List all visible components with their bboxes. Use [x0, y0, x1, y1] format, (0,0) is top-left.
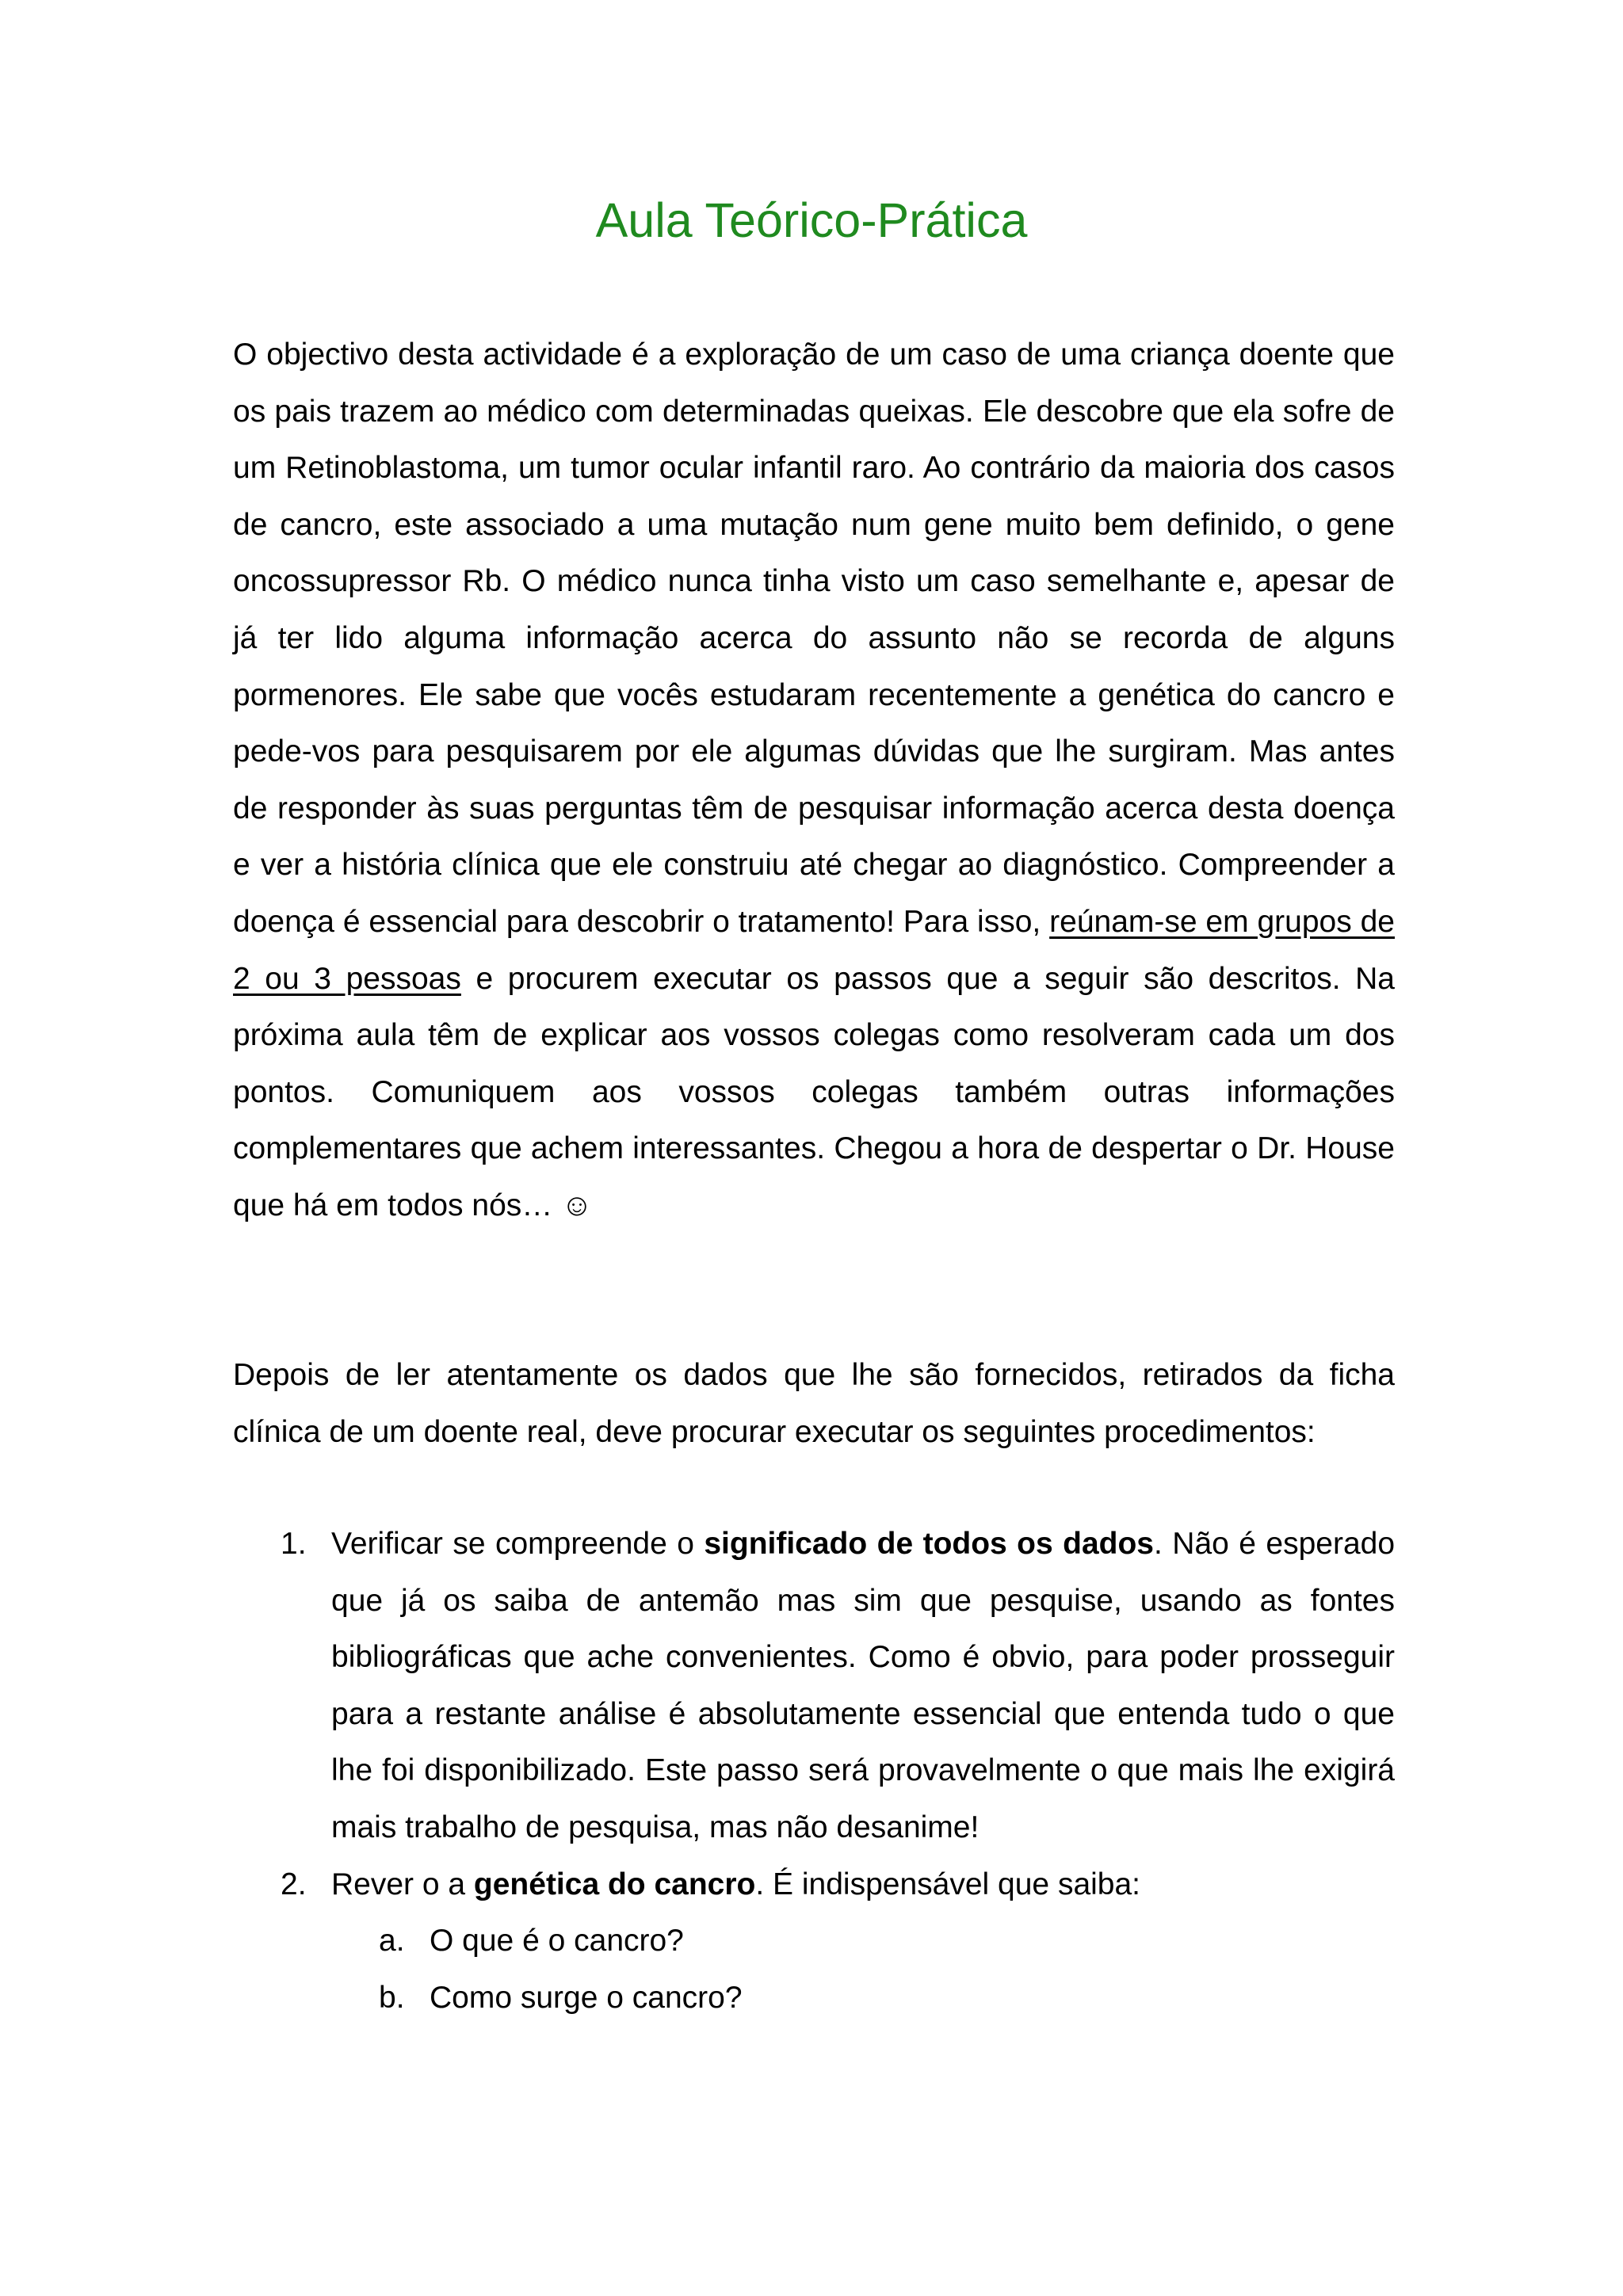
sub-question-letter: b.	[379, 1980, 405, 2015]
step-number: 1.	[281, 1527, 307, 1561]
step-bold-text: genética do cancro	[473, 1867, 756, 1901]
step-bold-text: significado de todos os dados	[704, 1527, 1154, 1561]
instructions-paragraph: Depois de ler atentamente os dados que lhe são fornecidos, retirados da ficha clínica de um doente real, deve procurar executar os seguintes procedimentos:	[233, 1358, 1395, 1449]
intro-text-end: e procurem executar os passos que a seguir são descritos. Na próxima aula têm de explicar aos vossos colegas como resolveram cada um dos pontos. Comuniquem aos vossos colegas também outras informações complementares que achem interessantes. Chegou a hora de despertar o Dr. House que há em todos nós… ☺	[233, 961, 1395, 1222]
intro-text-start: O objectivo desta actividade é a exploração de um caso de uma criança doente que os pais trazem ao médico com determinadas queixas. Ele descobre que ela sofre de um Retinoblastoma, um tumor ocular infantil raro. Ao contrário da maioria dos casos de cancro, este associado a uma mutação num gene muito bem definido, o gene oncossupressor Rb. O médico nunca tinha visto um caso semelhante e, apesar de já ter lido alguma informação acerca do assunto não se recorda de alguns pormenores. Ele sabe que vocês estudaram recentemente a genética do cancro e pede-vos para pesquisarem por ele algumas dúvidas que lhe surgiram. Mas antes de responder às suas perguntas têm de pesquisar informação acerca desta doença e ver a história clínica que ele construiu até chegar ao diagnóstico. Compreender a doença é essencial para descobrir o tratamento! Para isso,	[233, 338, 1395, 939]
intro-paragraph	[233, 326, 1395, 1234]
sub-question-list	[331, 1913, 1395, 2026]
list-item	[233, 1516, 1395, 1856]
list-item	[331, 1970, 1395, 2027]
step-text-end: . Não é esperado que já os saiba de antemão mas sim que pesquise, usando as fontes bibliográficas que ache convenientes. Como é obvio, para poder prosseguir para a restante análise é absolutamente essencial que entenda tudo o que lhe foi disponibilizado. Este passo será provavelmente o que mais lhe exigirá mais trabalho de pesquisa, mas não desanime!	[331, 1527, 1396, 1844]
sub-question-text: Como surge o cancro?	[430, 1980, 743, 2015]
step-text-end: . É indispensável que saiba:	[755, 1867, 1141, 1901]
sub-question-letter: a.	[379, 1924, 405, 1958]
group-instruction-underlined: reúnam-se em grupos de 2 ou 3 pessoas	[233, 904, 1395, 996]
step-number: 2.	[281, 1867, 307, 1901]
step-text-start: Verificar se compreende o	[331, 1527, 705, 1561]
list-item	[233, 1856, 1395, 2027]
sub-question-text: O que é o cancro?	[430, 1924, 684, 1958]
list-item	[331, 1913, 1395, 1970]
step-text-start: Rever o a	[331, 1867, 474, 1901]
page-title: Aula Teórico-Prática	[595, 193, 1028, 247]
procedure-list	[233, 1516, 1395, 2026]
